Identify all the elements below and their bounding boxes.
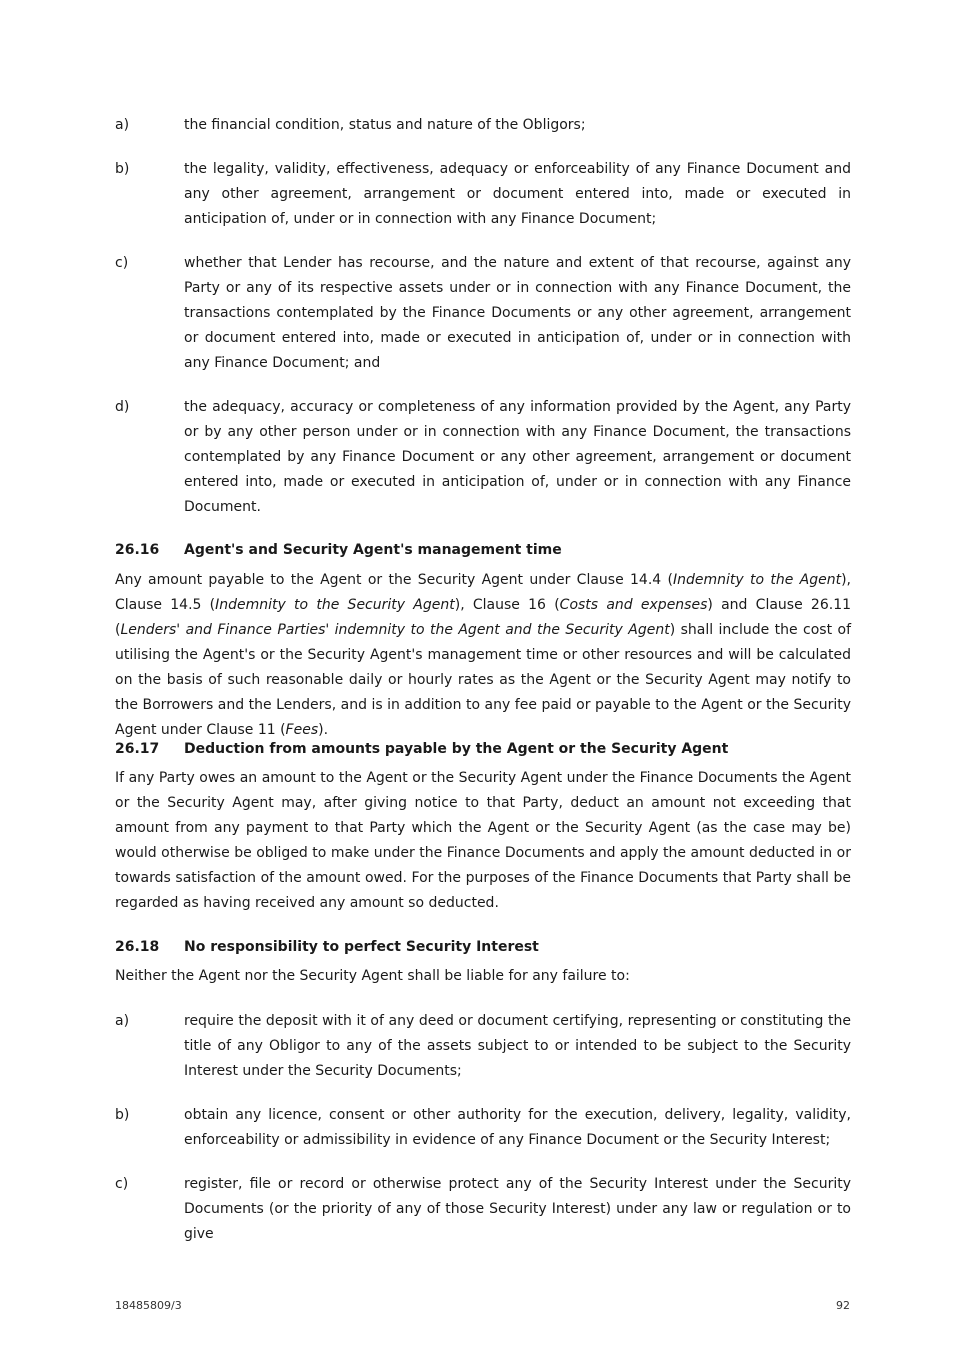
section-number: 26.16 — [115, 542, 160, 558]
clause-reference: Indemnity to the Security Agent — [215, 597, 455, 613]
section-intro-26-18: Neither the Agent nor the Security Agent shall be liable for any failure to: — [115, 968, 630, 984]
list-item — [115, 157, 851, 232]
body-text: ) shall include the cost of utilising the Agent's or the Security Agent's management time or other resources and will be calculated on the basis of such reasonable daily or hourly rates as the Agent or the Security Agent may notify to the Borrowers and the Lenders, and is in addition to any fee paid or payable to the Agent or the Security Agent under Clause 11 ( — [115, 622, 851, 738]
list-item — [115, 251, 851, 376]
section-title: Deduction from amounts payable by the Agent or the Security Agent — [184, 741, 729, 757]
list-item-label: b) — [115, 1107, 130, 1123]
clause-reference: Indemnity to the Agent — [672, 572, 842, 588]
list-item-label: b) — [115, 161, 130, 177]
list-item-text: obtain any licence, consent or other authority for the execution, delivery, legality, validity, enforceability or admissibility in evidence of any Finance Document or the Security Interest; — [184, 1107, 851, 1148]
list-item-text: whether that Lender has recourse, and the nature and extent of that recourse, against any Party or any of its respective assets under or in connection with any Finance Document, the transactions contemplated by the Finance Documents or any other agreement, arrangement or document entered into, made or executed in anticipation of, under or in connection with any Finance Document; and — [184, 255, 851, 371]
list-item — [115, 1172, 851, 1247]
list-item-text: the adequacy, accuracy or completeness of any information provided by the Agent, any Party or by any other person under or in connection with any Finance Document, the transactions contemplated by any Finance Document or any other agreement, arrangement or document entered into, made or executed in anticipation of, under or in connection with any Finance Document. — [184, 399, 851, 515]
list-item — [115, 395, 851, 520]
body-text: ), Clause 16 ( — [454, 597, 560, 613]
clause-reference: Costs and expenses — [559, 597, 708, 613]
clause-reference: Fees — [285, 722, 319, 738]
list-item-label: c) — [115, 1176, 129, 1192]
section-heading-26-16 — [115, 538, 562, 563]
list-item-label: d) — [115, 399, 130, 415]
list-item-text: register, file or record or otherwise protect any of the Security Interest under the Security Documents (or the priority of any of those Security Interest) under any law or regulation or to give — [184, 1176, 851, 1242]
list-item-text: the financial condition, status and nature of the Obligors; — [184, 117, 586, 133]
body-text: ), Clause 14.5 ( — [115, 572, 851, 613]
body-text: ). — [318, 722, 329, 738]
body-text: Any amount payable to the Agent or the Security Agent under Clause 14.4 ( — [115, 572, 673, 588]
list-item-label: c) — [115, 255, 129, 271]
body-text: ) and Clause 26.11 ( — [115, 597, 852, 638]
list-item-label: a) — [115, 1013, 130, 1029]
section-heading-26-18 — [115, 935, 539, 960]
list-item-text: the legality, validity, effectiveness, adequacy or enforceability of any Finance Document and any other agreement, arrangement or document entered into, made or executed in anticipation of, under or in connection with any Finance Document; — [184, 161, 851, 227]
section-body-26-17: If any Party owes an amount to the Agent or the Security Agent under the Finance Documents the Agent or the Security Agent may, after giving notice to that Party, deduct an amount not exceeding that amount from any payment to that Party which the Agent or the Security Agent (as the case may be) would otherwise be obliged to make under the Finance Documents and apply the amount deducted in or towards satisfaction of the amount owed. For the purposes of the Finance Documents that Party shall be regarded as having received any amount so deducted. — [115, 770, 851, 911]
list-item-label: a) — [115, 117, 130, 133]
section-title: Agent's and Security Agent's management time — [184, 542, 562, 558]
section-number: 26.18 — [115, 939, 160, 955]
list-item-text: require the deposit with it of any deed or document certifying, representing or constituting the title of any Obligor to any of the assets subject to or intended to be subject to the Security Interest under the Security Documents; — [184, 1013, 851, 1079]
clause-reference: Lenders' and Finance Parties' indemnity to the Agent and the Security Agent — [120, 622, 670, 638]
list-item — [115, 1103, 851, 1153]
section-heading-26-17 — [115, 737, 728, 762]
section-number: 26.17 — [115, 741, 160, 757]
list-item — [115, 113, 851, 138]
section-body-26-16 — [115, 568, 851, 743]
list-item — [115, 1009, 851, 1084]
document-reference: 18485809/3 — [115, 1299, 182, 1312]
page-number: 92 — [836, 1299, 850, 1312]
section-title: No responsibility to perfect Security Interest — [184, 939, 539, 955]
